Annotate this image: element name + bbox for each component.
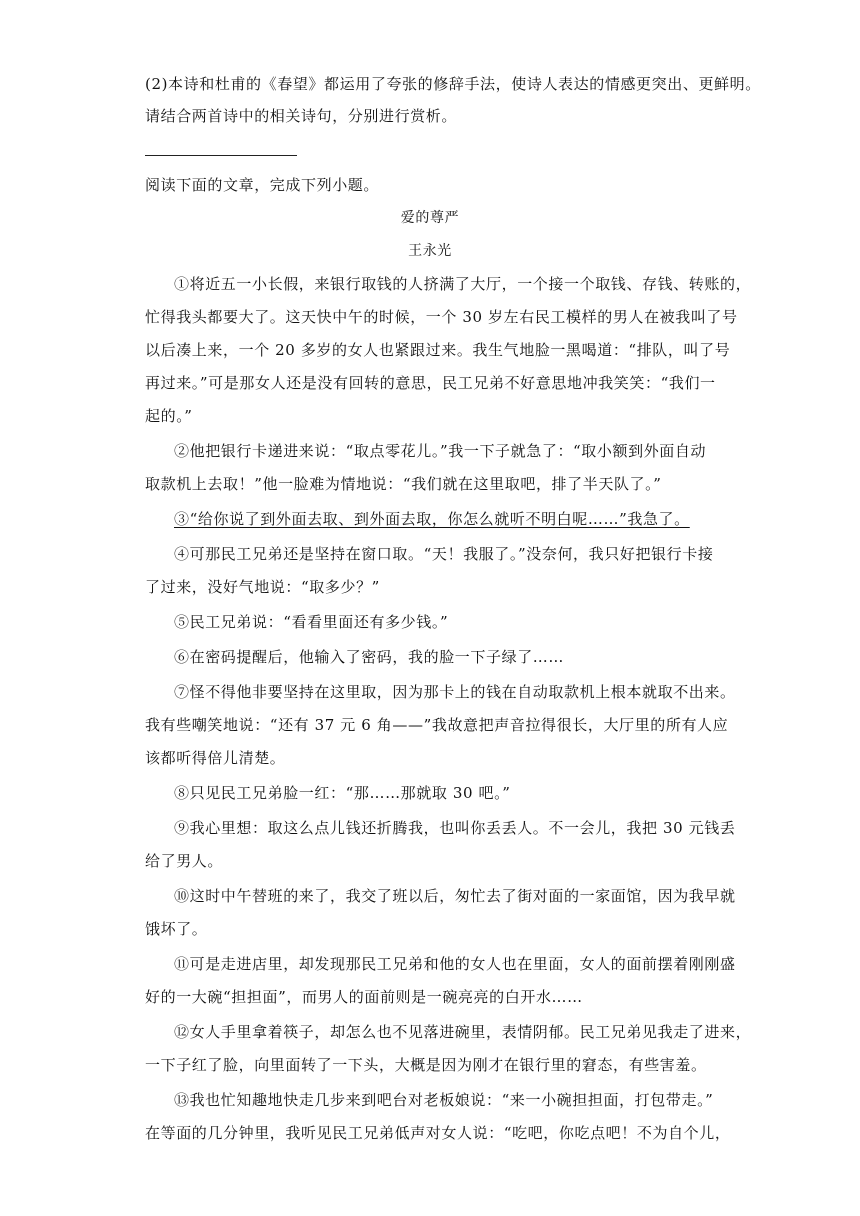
paragraph-line: 忙得我头都要大了。这天快中午的时候，一个 30 岁左右民工模样的男人在被我叫了号 [145, 308, 738, 326]
paragraph-line: 以后凑上来，一个 20 多岁的女人也紧跟过来。我生气地脸一黑喝道：“排队，叫了号 [145, 341, 731, 359]
paragraph-line: 起的。” [145, 407, 193, 425]
paragraph-line: 给了男人。 [145, 852, 224, 870]
paragraph-line: ⑧只见民工兄弟脸一红：“那……那就取 30 吧。” [174, 784, 511, 802]
paragraph-line: ⑪可是走进店里，却发现那民工兄弟和他的女人也在里面，女人的面前摆着刚刚盛 [174, 955, 736, 973]
paragraph-line: ⑤民工兄弟说：“看看里面还有多少钱。” [174, 613, 449, 631]
paragraph-line: ⑦怪不得他非要坚持在这里取，因为那卡上的钱在自动取款机上根本就取不出来。 [174, 683, 736, 701]
paragraph-line: 该都听得倍儿清楚。 [145, 749, 286, 767]
question-line-1: (2)本诗和杜甫的《春望》都运用了夸张的修辞手法，使诗人表达的情感更突出、更鲜明。 [145, 75, 761, 93]
paragraph-line: 了过来，没好气地说：“取多少？” [145, 578, 380, 596]
article-author: 王永光 [408, 243, 452, 259]
paragraph-line: ⑩这时中午替班的来了，我交了班以后，匆忙去了街对面的一家面馆，因为我早就 [174, 887, 736, 905]
paragraph-line: 再过来。”可是那女人还是没有回转的意思，民工兄弟不好意思地冲我笑笑：“我们一 [145, 374, 716, 392]
underlined-sentence: ③“给你说了到外面去取、到外面去取，你怎么就听不明白呢……”我急了。 [174, 510, 690, 528]
paragraph-line: 在等面的几分钟里，我听见民工兄弟低声对女人说：“吃吧，你吃点吧！不为自个儿， [145, 1124, 731, 1142]
article-title: 爱的尊严 [400, 210, 460, 226]
paragraph-line: 好的一大碗“担担面”，而男人的面前则是一碗亮亮的白开水…… [145, 988, 583, 1006]
reading-instruction: 阅读下面的文章，完成下列小题。 [145, 176, 380, 194]
paragraph-line: 我有些嘲笑地说：“还有 37 元 6 角——”我故意把声音拉得很长，大厅里的所有人应 [145, 716, 729, 734]
paragraph-line: ⑨我心里想：取这么点儿钱还折腾我，也叫你丢丢人。不一会儿，我把 30 元钱丢 [174, 819, 736, 837]
paragraph-line: 饿坏了。 [145, 920, 208, 938]
paragraph-line: ②他把银行卡递进来说：“取点零花儿。”我一下子就急了：“取小额到外面自动 [174, 442, 707, 460]
paragraph-line: ①将近五一小长假，来银行取钱的人挤满了大厅，一个接一个取钱、存钱、转账的， [174, 275, 752, 293]
paragraph-line: ⑬我也忙知趣地快走几步来到吧台对老板娘说：“来一小碗担担面，打包带走。” [174, 1091, 714, 1109]
underlined-paragraph-line [145, 509, 725, 529]
paragraph-line: ⑥在密码提醒后，他输入了密码，我的脸一下子绿了…… [174, 648, 565, 666]
paragraph-line: 取款机上去取！”他一脸难为情地说：“我们就在这里取吧，排了半天队了。” [145, 475, 662, 493]
answer-blank-line[interactable] [145, 155, 297, 156]
question-line-2: 请结合两首诗中的相关诗句，分别进行赏析。 [145, 107, 458, 125]
paragraph-line: 一下子红了脸，向里面转了一下头，大概是因为刚才在银行里的窘态，有些害羞。 [145, 1056, 707, 1074]
paragraph-line: ⑫女人手里拿着筷子，却怎么也不见落进碗里，表情阴郁。民工兄弟见我走了进来， [174, 1023, 752, 1041]
paragraph-line: ④可那民工兄弟还是坚持在窗口取。“天！我服了。”没奈何，我只好把银行卡接 [174, 545, 714, 563]
